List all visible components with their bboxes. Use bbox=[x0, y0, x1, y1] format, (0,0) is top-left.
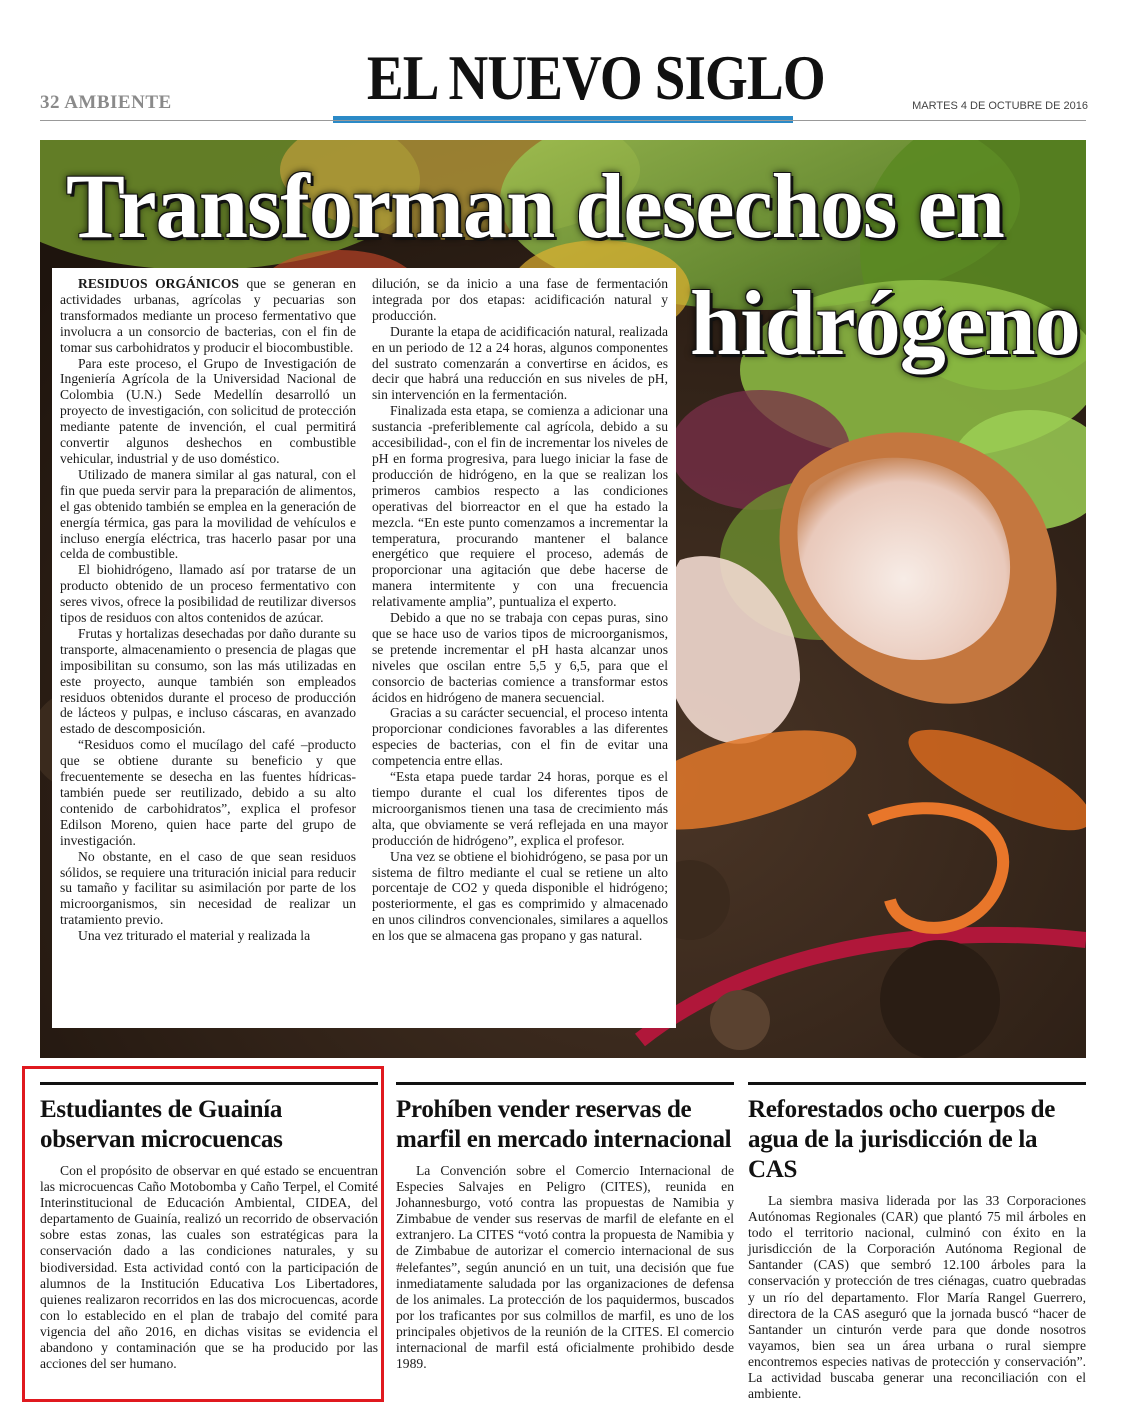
brief-title: Prohíben vender reservas de marfil en mercado internacional bbox=[396, 1096, 732, 1153]
feature-paragraph: No obstante, en el caso de que sean residuos sólidos, se requiere una trituración inicial para reducir su tamaño y facilitar su asimilación por parte de los microorganismos, sin necesidad de realizar un tratamiento previo. bbox=[60, 848, 356, 928]
feature-paragraph: Frutas y hortalizas desechadas por daño durante su transporte, almacenamiento o presencia de plagas que imposibilitan su consumo, son las más utilizadas en este proyecto, aunque también son empleados residuos obtenidos durante el proceso de producción de lácteos y pulpas, e incluso cáscaras, en avanzado estado de descomposición. bbox=[60, 625, 356, 737]
brief-rule bbox=[748, 1082, 1086, 1085]
brief-cas bbox=[748, 1082, 1086, 1402]
feature-headline-line2: hidrógeno bbox=[690, 272, 1080, 374]
brief-title: Reforestados ocho cuerpos de agua de la jurisdicción de la CAS bbox=[748, 1096, 1056, 1183]
section-label: 32 AMBIENTE bbox=[40, 92, 172, 113]
brief-body: Con el propósito de observar en qué estado se encuentran las microcuencas Caño Motobomba y Caño Terpel, el Comité Interinstitucional de Educación Ambiental, CIDEA, del departamento de Guainía, realizó un recorrido de observación sobre estas zonas, las cuales son estratégicas para la conservación dado a las condiciones naturales, y su biodiversidad. Esta actividad contó con la participación de alumnos de la Institución Educativa Los Libertadores, quienes realizaron recorridos en las dos microcuencas, acorde con lo establecido en el plan de trabajo del comité para vigencia del año 2016, en dichas visitas se evidencia el abandono y contaminación que se ha producido por las acciones del ser humano. bbox=[40, 1163, 378, 1372]
feature-paragraph: Para este proceso, el Grupo de Investigación de Ingeniería Agrícola de la Universidad Nacional de Colombia (U.N.) Sede Medellín desarrolló un proyecto de investigación, con solicitud de protección mediante patente de invención, el cual permitirá convertir algunos deshechos en combustible vehicular, industrial y de uso doméstico. bbox=[60, 355, 356, 466]
feature-paragraph: dilución, se da inicio a una fase de fermentación integrada por dos etapas: acidificación natural y producción. bbox=[372, 276, 668, 323]
feature-paragraph: Utilizado de manera similar al gas natural, con el fin que pueda servir para la preparación de alimentos, el gas obtenido también se emplea en la generación de energía térmica, gas para la movilidad de vehículos e incluso energía eléctrica, tras hacerlo pasar por una celda de combustible. bbox=[60, 466, 356, 562]
brief-marfil bbox=[396, 1082, 734, 1372]
header-rule bbox=[40, 120, 1086, 121]
brief-body: La Convención sobre el Comercio Internacional de Especies Salvajes en Peligro (CITES), reunida en Johannesburgo, votó contra las propuestas de Namibia y Zimbabue de vender sus reservas de marfil de elefante en el extranjero. La CITES “votó contra la propuesta de Namibia y de Zimbabue de autorizar el comercio internacional de sus #elefantes”, según anunció en un tuit, una decisión que fue inmediatamente saludada por las organizaciones de defensa de los animales. La protección de los paquidermos, buscados por los traficantes por sus colmillos de marfil, es uno de los principales objetivos de la reunión de la CITES. El comercio internacional de marfil está oficialmente prohibido desde 1989. bbox=[396, 1163, 734, 1372]
feature-paragraph: Durante la etapa de acidificación natural, realizada en un periodo de 12 a 24 horas, algunos componentes del sustrato comenzarán a convertirse en ácidos, es decir que habrá una reducción en sus niveles de pH, sin intervención en la fermentación. bbox=[372, 323, 668, 403]
feature-paragraph: Una vez se obtiene el biohidrógeno, se pasa por un sistema de filtro mediante el cual se retiene un alto porcentaje de CO2 y queda disponible el hidrógeno; posteriormente, el gas es comprimido y almacenado en unos cilindros convencionales, similares a aquellos en los que se almacena gas propano y gas natural. bbox=[372, 848, 668, 944]
newspaper-masthead: EL NUEVO SIGLO bbox=[366, 42, 825, 113]
feature-paragraph: “Residuos como el mucílago del café –producto que se obtiene durante su beneficio y que frecuentemente se desecha en las fuentes hídricas- también puede ser reutilizado, debido a su alto contenido de carbohidratos”, explica el profesor Edilson Moreno, quien hace parte del grupo de investigación. bbox=[60, 737, 356, 848]
feature-paragraph: El biohidrógeno, llamado así por tratarse de un producto obtenido de un proceso fermentativo con seres vivos, ofrece la posibilidad de reutilizar diversos tipos de residuos con altos contenidos de azúcar. bbox=[60, 562, 356, 626]
brief-title: Estudiantes de Guainía observan microcuencas bbox=[40, 1096, 283, 1153]
feature-headline-line1: Transforman desechos en bbox=[66, 155, 1004, 257]
issue-date: MARTES 4 DE OCTUBRE DE 2016 bbox=[912, 100, 1088, 112]
brief-body: La siembra masiva liderada por las 33 Corporaciones Autónomas Regionales (CAR) que plantó 75 mil árboles en todo el territorio nacional, culminó con éxito en la jurisdicción de la Corporación Autónoma Regional de Santander (CAS) que sembró 12.100 árboles para la conservación y protección de tres ciénagas, cuatro quebradas y un río del departamento. Flor María Rangel Guerrero, directora de la CAS aseguró que la jornada buscó “hacer de Santander un cinturón verde para que donde nosotros vayamos, bien sea un área urbana o rural siempre encontremos especies nativas de protección y conservación”. La actividad buscaba generar una reconciliación con el ambiente. bbox=[748, 1193, 1086, 1402]
feature-paragraph: RESIDUOS ORGÁNICOS que se generan en actividades urbanas, agrícolas y pecuarias son transformados mediante un proceso fermentativo que involucra a un consorcio de bacterias, con el fin de tomar sus carbohidratos y producir el biocombustible. bbox=[60, 276, 356, 355]
feature-paragraph: Finalizada esta etapa, se comienza a adicionar una sustancia -preferiblemente cal agrícola, debido a su accesibilidad-, con el fin de incrementar los niveles de pH en forma progresiva, para luego iniciar la fase de producción de hidrógeno, en la que se realizan los primeros cambios respecto a las condiciones operativas del biorreactor en el que ha estado la mezcla. “En este punto comenzamos a incrementar la temperatura, procurando mantener el balance energético que requiere el proceso, además de proporcionar una agitación que debe hacerse de manera intermitente y con una frecuencia relativamente amplia”, puntualiza el experto. bbox=[372, 403, 668, 610]
feature-column-right bbox=[372, 276, 668, 944]
feature-paragraph: “Esta etapa puede tardar 24 horas, porque es el tiempo durante el cual los diferentes tipos de microorganismos tienen una tasa de crecimiento más alta, que obviamente se verá reflejada en una mayor producción de hidrógeno”, explica el profesor. bbox=[372, 769, 668, 848]
feature-kicker: RESIDUOS ORGÁNICOS bbox=[78, 276, 239, 291]
brief-rule bbox=[396, 1082, 734, 1085]
feature-column-left bbox=[60, 276, 356, 944]
feature-paragraph: Debido a que no se trabaja con cepas puras, sino que se hace uso de varios tipos de microorganismos, se pretende incrementar el pH hasta alcanzar unos niveles que oscilan entre 5,5 y 6,5, para que el consorcio de bacterias comience a transformar estos ácidos en hidrógeno de manera secuencial. bbox=[372, 610, 668, 705]
highlight-box bbox=[22, 1066, 384, 1402]
feature-paragraph: Gracias a su carácter secuencial, el proceso intenta proporcionar condiciones favorables a las diferentes especies de bacterias, con el fin de evitar una competencia entre ellas. bbox=[372, 705, 668, 769]
feature-paragraph: Una vez triturado el material y realizada la bbox=[78, 928, 311, 944]
